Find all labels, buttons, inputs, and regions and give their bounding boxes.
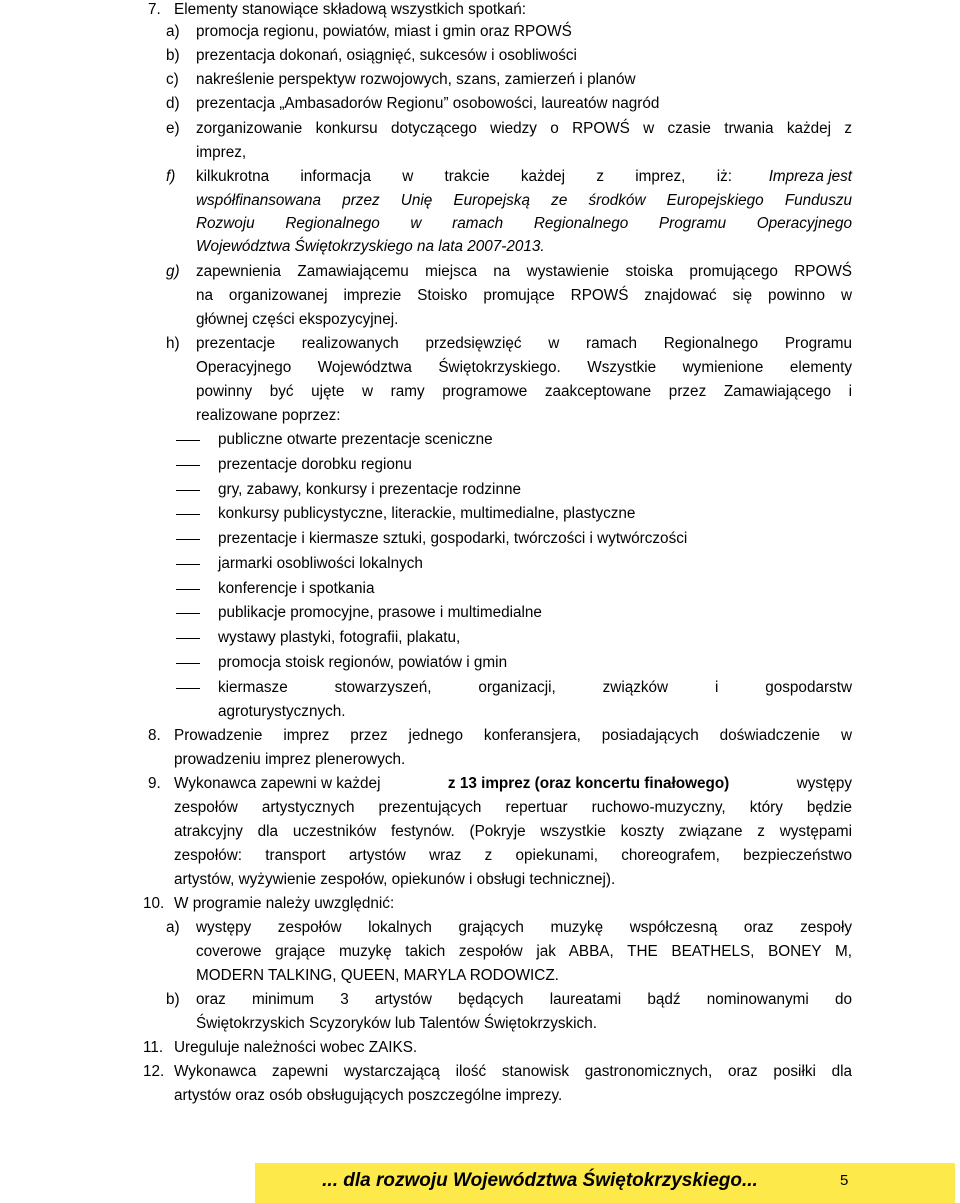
item-label: g) (166, 263, 180, 280)
item-text: głównej części ekspozycyjnej. (196, 311, 399, 328)
item-text: zorganizowanie konkursu dotyczącego wiedzy o RPOWŚ w czasie trwania każdej z (196, 120, 852, 137)
item-text: powinny być ujęte w ramy programowe zaakceptowane przez Zamawiającego i (196, 383, 852, 400)
item-text: występy zespołów lokalnych grających muzykę współczesną oraz zespoły (196, 919, 852, 936)
item-label: h) (166, 335, 180, 352)
list-item: prezentacje i kiermasze sztuki, gospodarki, twórczości i wytwórczości (218, 530, 688, 547)
cofinancing-note: Impreza jest (768, 168, 852, 185)
footer-slogan: ... dla rozwoju Województwa Świętokrzyskiego... (322, 1170, 758, 1191)
item-text: prowadzeniu imprez plenerowych. (174, 751, 406, 768)
item-number: 9. (148, 775, 161, 792)
list-item: promocja stoisk regionów, powiatów i gmin (218, 654, 508, 671)
dash-bullet (176, 663, 200, 664)
item-label: d) (166, 95, 180, 112)
item-label: b) (166, 47, 180, 64)
item-number: 11. (143, 1039, 164, 1056)
item-text: W programie należy uwzględnić: (174, 895, 395, 912)
list-item: jarmarki osobliwości lokalnych (218, 555, 423, 572)
item-text: nakreślenie perspektyw rozwojowych, szans, zamierzeń i planów (196, 71, 636, 88)
cofinancing-note: Rozwoju Regionalnego w ramach Regionalnego Programu Operacyjnego (196, 215, 852, 232)
item-text: promocja regionu, powiatów, miast i gmin oraz RPOWŚ (196, 23, 572, 40)
item-text: prezentacje realizowanych przedsięwzięć w ramach Regionalnego Programu (196, 335, 852, 352)
cofinancing-note: współfinansowana przez Unię Europejską ze środków Europejskiego Funduszu (196, 192, 852, 209)
list-item: konferencje i spotkania (218, 580, 375, 597)
item-text: Operacyjnego Województwa Świętokrzyskiego. Wszystkie wymienione elementy (196, 359, 852, 376)
dash-bullet (176, 638, 200, 639)
list-item: wystawy plastyki, fotografii, plakatu, (218, 629, 461, 646)
item-text: zespołów: transport artystów wraz z opiekunami, choreografem, bezpieczeństwo (174, 847, 852, 864)
events-count: z 13 imprez (oraz koncertu finałowego) (447, 775, 730, 792)
item-text: prezentacja „Ambasadorów Regionu” osobowości, laureatów nagród (196, 95, 660, 112)
dash-bullet (176, 514, 200, 515)
info-text: kilkukrotna informacja w trakcie każdej z imprez, iż: (196, 168, 732, 185)
item-text: coverowe grające muzykę takich zespołów jak ABBA, THE BEATHELS, BONEY M, (196, 943, 852, 960)
item-label: c) (166, 71, 179, 88)
dash-bullet (176, 688, 200, 689)
item-text: oraz minimum 3 artystów będących laureatami bądź nominowanymi do (196, 991, 852, 1008)
item-text: prezentacja dokonań, osiągnięć, sukcesów i osobliwości (196, 47, 577, 64)
item-text (174, 773, 852, 795)
dash-bullet (176, 539, 200, 540)
item-label: f) (166, 168, 176, 185)
item-number: 10. (143, 895, 165, 912)
page-number: 5 (840, 1172, 849, 1189)
dash-bullet (176, 613, 200, 614)
list-item: publikacje promocyjne, prasowe i multimedialne (218, 604, 542, 621)
item-text: MODERN TALKING, QUEEN, MARYLA RODOWICZ. (196, 967, 559, 984)
item-text: imprez, (196, 144, 247, 161)
item-text: artystów oraz osób obsługujących poszczególne imprezy. (174, 1087, 563, 1104)
item-label: a) (166, 919, 180, 936)
item-text: na organizowanej imprezie Stoisko promujące RPOWŚ znajdować się powinno w (196, 287, 852, 304)
list-item: publiczne otwarte prezentacje sceniczne (218, 431, 493, 448)
item-text-part: Wykonawca zapewni w każdej (174, 775, 381, 792)
dash-bullet (176, 465, 200, 466)
item-text: artystów, wyżywienie zespołów, opiekunów i obsługi technicznej). (174, 871, 616, 888)
item-number: 8. (148, 727, 161, 744)
cofinancing-note: Województwa Świętokrzyskiego na lata 2007-2013. (196, 238, 545, 255)
item-text-part: występy (796, 775, 852, 792)
item-text: zespołów artystycznych prezentujących repertuar ruchowo-muzyczny, który będzie (174, 799, 852, 816)
item-label: e) (166, 120, 180, 137)
item-text (196, 166, 852, 188)
list-item: kiermasze stowarzyszeń, organizacji, związków i gospodarstw (218, 679, 852, 696)
dash-bullet (176, 440, 200, 441)
item-text: atrakcyjny dla uczestników festynów. (Pokryje wszystkie koszty związane z występami (174, 823, 852, 840)
item-text: Elementy stanowiące składową wszystkich spotkań: (174, 1, 526, 18)
item-text: realizowane poprzez: (196, 407, 341, 424)
dash-bullet (176, 564, 200, 565)
item-label: a) (166, 23, 180, 40)
item-number: 7. (148, 1, 161, 18)
item-text: Ureguluje należności wobec ZAIKS. (174, 1039, 418, 1056)
item-number: 12. (143, 1063, 165, 1080)
list-item: agroturystycznych. (218, 703, 346, 720)
list-item: gry, zabawy, konkursy i prezentacje rodzinne (218, 481, 521, 498)
dash-bullet (176, 490, 200, 491)
dash-bullet (176, 589, 200, 590)
item-text: Prowadzenie imprez przez jednego konferansjera, posiadających doświadczenie w (174, 727, 852, 744)
page-footer (255, 1163, 955, 1203)
item-text: zapewnienia Zamawiającemu miejsca na wystawienie stoiska promującego RPOWŚ (196, 263, 852, 280)
list-item: konkursy publicystyczne, literackie, multimedialne, plastyczne (218, 505, 636, 522)
item-text: Świętokrzyskich Scyzoryków lub Talentów Świętokrzyskich. (196, 1015, 597, 1032)
list-item: prezentacje dorobku regionu (218, 456, 412, 473)
item-label: b) (166, 991, 180, 1008)
item-text: Wykonawca zapewni wystarczającą ilość stanowisk gastronomicznych, oraz posiłki dla (174, 1063, 852, 1080)
